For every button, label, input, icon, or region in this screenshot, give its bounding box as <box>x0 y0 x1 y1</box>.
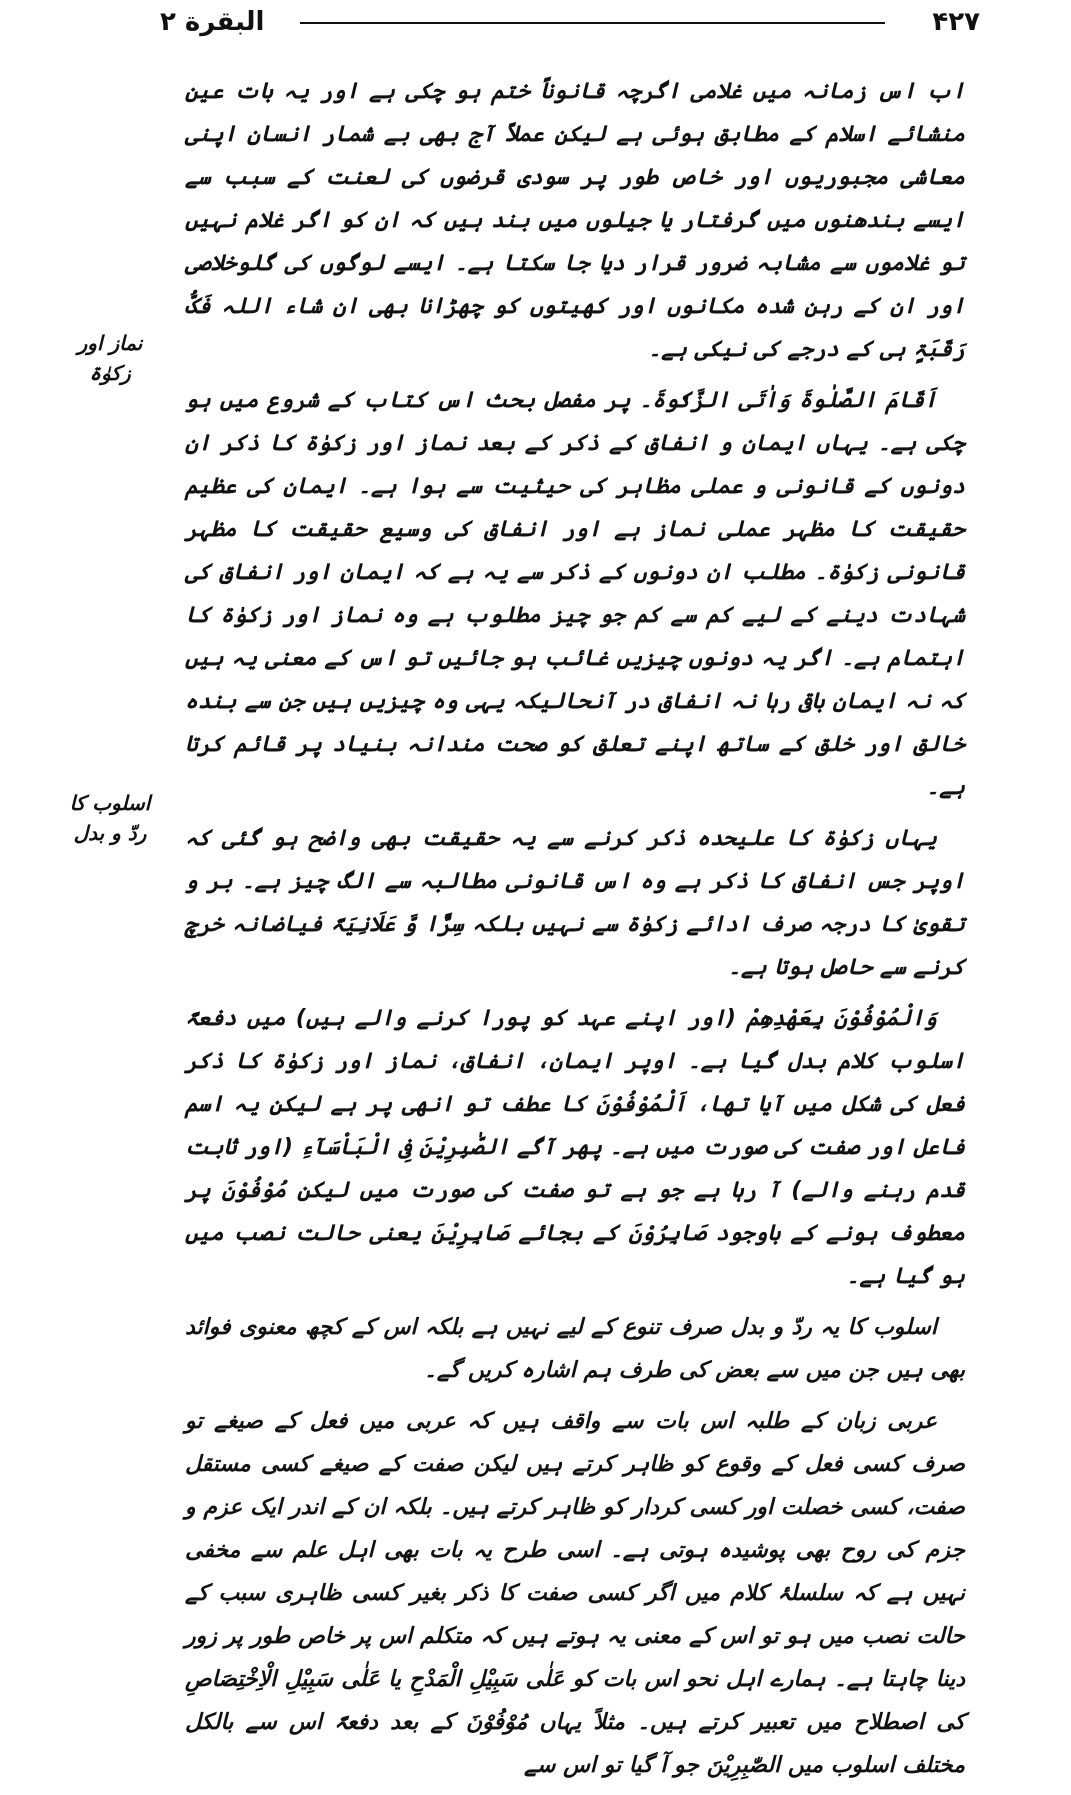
margin-note-style-change: اسلوب کا ردّ و بدل <box>69 791 151 845</box>
body-text <box>185 70 965 1795</box>
paragraph: وَالْمُوْفُوْنَ بِعَھْدِھِمْ (اور اپنے عہد کو پورا کرنے والے ہیں) میں دفعۃً اسلوب کلام بدل گیا ہے۔ اوپر ایمان، انفاق، نماز اور زکوٰۃ کا ذکر فعل کی شکل میں آیا تھا، اَلْمُوْفُوْنَ کا عطف تو انھی پر ہے لیکن یہ اسم فاعل اور صفت کی صورت میں ہے۔ پھر آگے الصّٰبِرِیْنَ فِی الْبَاْسَآءِ (اور ثابت قدم رہنے والے) آ رہا ہے جو ہے تو صفت کی صورت میں لیکن مُوْفُوْنَ پر معطوف ہونے کے باوجود صَابِرُوْنَ کے بجائے صَابِرِیْنَ یعنی حالت نصب میں ہو گیا ہے۔ <box>185 1006 965 1289</box>
header-rule <box>300 22 885 24</box>
surah-title: البقرة ۲ <box>160 7 265 37</box>
running-head <box>160 4 980 44</box>
paragraph: اسلوب کا یہ ردّ و بدل صرف تنوع کے لیے نہیں ہے بلکہ اس کے کچھ معنوی فوائد بھی ہیں جن میں سے بعض کی طرف ہم اشارہ کریں گے۔ <box>185 1315 965 1383</box>
paragraph: اب اس زمانہ میں غلامی اگرچہ قانوناً ختم ہو چکی ہے اور یہ بات عین منشائے اسلام کے مطابق ہوئی ہے لیکن عملاً آج بھی بے شمار انسان اپنی معاشی مجبوریوں اور خاص طور پر سودی قرضوں کی لعنت کے سبب سے ایسے بندھنوں میں گرفتار یا جیلوں میں بند ہیں کہ ان کو اگر غلام نہیں تو غلاموں سے مشابہ ضرور قرار دیا جا سکتا ہے۔ ایسے لوگوں کی گلوخلاصی اور ان کے رہن شدہ مکانوں اور کھیتوں کو چھڑانا بھی ان شاء اللہ فَکُّ رَقَبَۃٍ ہی کے درجے کی نیکی ہے۔ <box>185 79 965 362</box>
paragraph: یہاں زکوٰۃ کا علیحدہ ذکر کرنے سے یہ حقیقت بھی واضح ہو گئی کہ اوپر جس انفاق کا ذکر ہے وہ اس قانونی مطالبہ سے الگ چیز ہے۔ بر و تقویٰ کا درجہ صرف ادائے زکوٰۃ سے نہیں بلکہ سِرًّا وَّ عَلَانِیَۃً فیاضانہ خرچ کرنے سے حاصل ہوتا ہے۔ <box>185 826 965 980</box>
paragraph: عربی زبان کے طلبہ اس بات سے واقف ہیں کہ عربی میں فعل کے صیغے تو صرف کسی فعل کے وقوع کو ظاہر کرتے ہیں لیکن صفت کے صیغے کسی مستقل صفت، کسی خصلت اور کسی کردار کو ظاہر کرتے ہیں۔ بلکہ ان کے اندر ایک عزم و جزم کی روح بھی پوشیدہ ہوتی ہے۔ اسی طرح یہ بات بھی اہل علم سے مخفی نہیں ہے کہ سلسلۂ کلام میں اگر کسی صفت کا ذکر بغیر کسی ظاہری سبب کے حالت نصب میں ہو تو اس کے معنی یہ ہوتے ہیں کہ متکلم اس پر خاص طور پر زور دینا چاہتا ہے۔ ہمارے اہل نحو اس بات کو عَلٰی سَبِیْلِ الْمَدْحِ یا عَلٰی سَبِیْلِ الْاِخْتِصَاصِ کی اصطلاح میں تعبیر کرتے ہیں۔ مثلاً یہاں مُوْفُوْنَ کے بعد دفعۃً اس سے بالکل مختلف اسلوب میں الصّٰبِرِیْنَ جو آ گیا تو اس سے <box>185 1409 965 1778</box>
margin-note-prayer-zakat: نماز اور زکوٰۃ <box>77 331 143 385</box>
paragraph: اَقَامَ الصَّلٰوۃَ وَاٰتَی الزَّکٰوۃَ۔ پر مفصل بحث اس کتاب کے شروع میں ہو چکی ہے۔ یہاں ایمان و انفاق کے ذکر کے بعد نماز اور زکوٰۃ کا ذکر ان دونوں کے قانونی و عملی مظاہر کی حیثیت سے ہوا ہے۔ ایمان کی عظیم حقیقت کا مظہر عملی نماز ہے اور انفاق کی وسیع حقیقت کا مظہر قانونی زکوٰۃ۔ مطلب ان دونوں کے ذکر سے یہ ہے کہ ایمان اور انفاق کی شہادت دینے کے لیے کم سے کم جو چیز مطلوب ہے وہ نماز اور زکوٰۃ کا اہتمام ہے۔ اگر یہ دونوں چیزیں غائب ہو جائیں تو اس کے معنی یہ ہیں کہ نہ ایمان باقی رہا نہ انفاق در آنحالیکہ یہی وہ چیزیں ہیں جن سے بندہ خالق اور خلق کے ساتھ اپنے تعلق کو صحت مندانہ بنیاد پر قائم کرتا ہے۔ <box>185 388 965 800</box>
page-number: ۴۲۷ <box>932 7 980 37</box>
